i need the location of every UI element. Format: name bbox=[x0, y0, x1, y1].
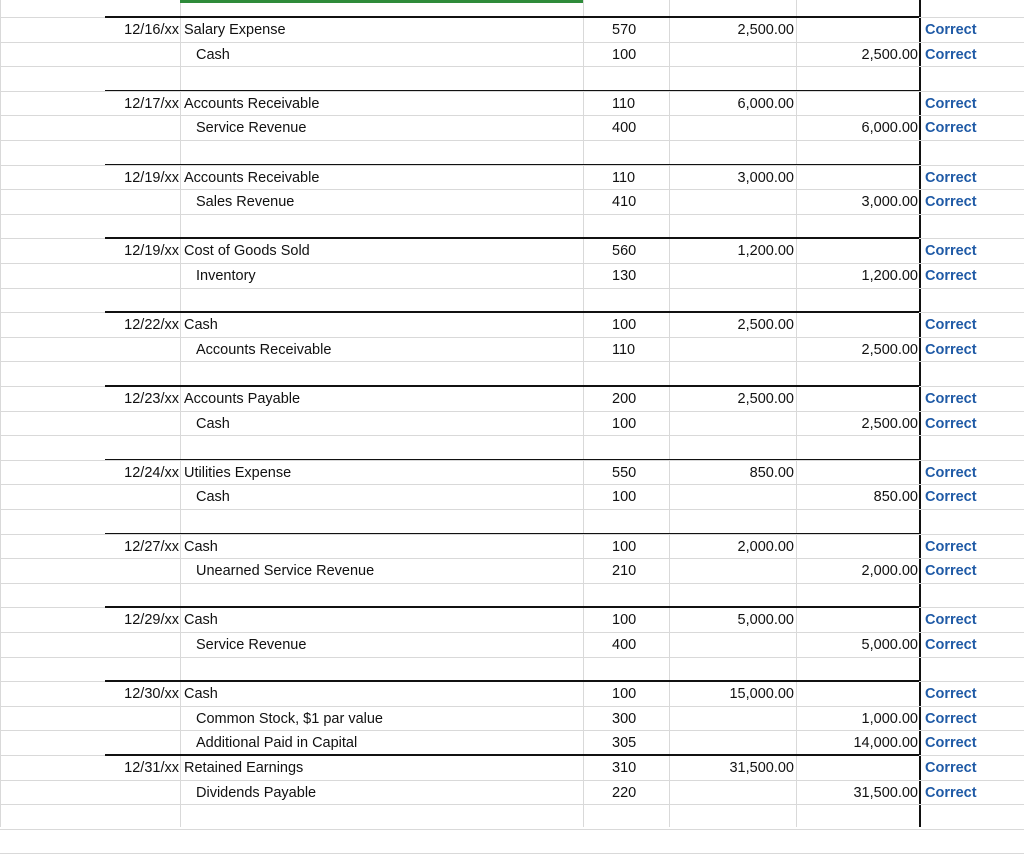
post-ref-cell[interactable]: 410 bbox=[612, 194, 637, 211]
column-divider bbox=[919, 0, 921, 827]
entry-date-cell[interactable]: 12/23/xx bbox=[124, 391, 179, 407]
credit-amount-cell[interactable]: 14,000.00 bbox=[853, 735, 918, 752]
row-gridline bbox=[0, 484, 1024, 485]
credit-account-cell[interactable]: Service Revenue bbox=[196, 637, 307, 653]
debit-amount-cell[interactable] bbox=[672, 732, 794, 754]
entry-date-cell[interactable]: 12/27/xx bbox=[124, 538, 179, 555]
status-feedback: Correct bbox=[925, 169, 977, 186]
row-gridline bbox=[0, 706, 1024, 707]
debit-amount-cell[interactable]: 850.00 bbox=[749, 464, 794, 481]
row-gridline bbox=[0, 189, 1024, 190]
debit-amount-cell[interactable]: 6,000.00 bbox=[737, 95, 794, 112]
column-gridline bbox=[583, 0, 584, 827]
status-feedback: Correct bbox=[925, 612, 977, 629]
debit-amount-cell[interactable] bbox=[672, 782, 794, 804]
debit-amount-cell[interactable] bbox=[672, 339, 794, 361]
row-gridline bbox=[0, 558, 1024, 559]
status-feedback: Correct bbox=[925, 760, 977, 776]
debit-account-cell[interactable]: Utilities Expense bbox=[184, 464, 292, 481]
debit-account-cell[interactable]: Cash bbox=[184, 538, 218, 555]
credit-amount-cell[interactable] bbox=[797, 757, 918, 779]
status-feedback: Correct bbox=[925, 120, 977, 137]
debit-amount-cell[interactable]: 31,500.00 bbox=[729, 760, 794, 776]
post-ref-cell[interactable]: 310 bbox=[612, 760, 637, 776]
credit-amount-cell[interactable]: 31,500.00 bbox=[853, 784, 918, 801]
post-ref-cell[interactable]: 100 bbox=[612, 538, 637, 555]
entry-date-cell[interactable]: 12/16/xx bbox=[124, 22, 179, 38]
entry-separator bbox=[105, 533, 919, 535]
post-ref-cell[interactable]: 220 bbox=[612, 784, 637, 801]
debit-amount-cell[interactable] bbox=[672, 708, 794, 730]
entry-separator bbox=[105, 680, 919, 682]
entry-date-cell[interactable]: 12/17/xx bbox=[124, 95, 179, 112]
status-feedback: Correct bbox=[925, 735, 977, 752]
credit-amount-cell[interactable] bbox=[797, 19, 918, 41]
post-ref-cell[interactable]: 400 bbox=[612, 637, 637, 653]
status-feedback: Correct bbox=[925, 686, 977, 703]
debit-account-cell[interactable]: Cash bbox=[184, 686, 218, 703]
entry-date-cell[interactable]: 12/30/xx bbox=[124, 686, 179, 703]
credit-account-cell[interactable]: Cash bbox=[196, 415, 230, 432]
row-gridline bbox=[0, 214, 1024, 215]
entry-separator bbox=[105, 164, 919, 166]
post-ref-cell[interactable]: 110 bbox=[612, 169, 636, 186]
column-gridline bbox=[0, 0, 1, 827]
debit-account-cell[interactable]: Accounts Receivable bbox=[184, 169, 320, 186]
credit-amount-cell[interactable] bbox=[797, 240, 918, 262]
debit-account-cell[interactable]: Salary Expense bbox=[184, 22, 286, 38]
row-gridline bbox=[0, 829, 1024, 830]
post-ref-cell[interactable]: 305 bbox=[612, 735, 637, 752]
credit-amount-cell[interactable] bbox=[797, 536, 918, 558]
row-gridline bbox=[0, 66, 1024, 67]
credit-amount-cell[interactable]: 1,200.00 bbox=[861, 268, 918, 284]
post-ref-cell[interactable]: 550 bbox=[612, 464, 637, 481]
debit-account-cell[interactable]: Accounts Payable bbox=[184, 391, 301, 407]
row-gridline bbox=[0, 632, 1024, 633]
post-ref-cell[interactable]: 100 bbox=[612, 415, 637, 432]
entry-date-cell[interactable]: 12/19/xx bbox=[124, 169, 179, 186]
credit-account-cell[interactable]: Dividends Payable bbox=[196, 784, 317, 801]
entry-separator bbox=[105, 237, 919, 239]
row-gridline bbox=[0, 263, 1024, 264]
post-ref-cell[interactable]: 400 bbox=[612, 120, 637, 137]
row-gridline bbox=[0, 509, 1024, 510]
entry-date-cell[interactable]: 12/29/xx bbox=[124, 612, 179, 629]
row-gridline bbox=[0, 657, 1024, 658]
debit-amount-cell[interactable] bbox=[672, 634, 794, 656]
column-gridline bbox=[180, 0, 181, 827]
credit-amount-cell[interactable] bbox=[797, 462, 918, 484]
credit-amount-cell[interactable] bbox=[797, 167, 918, 189]
status-feedback: Correct bbox=[925, 22, 977, 38]
entry-separator bbox=[105, 311, 919, 313]
post-ref-cell[interactable]: 100 bbox=[612, 46, 637, 63]
credit-amount-cell[interactable]: 1,000.00 bbox=[861, 710, 918, 727]
row-gridline bbox=[0, 115, 1024, 116]
post-ref-cell[interactable]: 100 bbox=[612, 317, 637, 334]
credit-amount-cell[interactable]: 5,000.00 bbox=[861, 637, 918, 653]
debit-amount-cell[interactable]: 15,000.00 bbox=[729, 686, 794, 703]
status-feedback: Correct bbox=[925, 194, 977, 211]
debit-amount-cell[interactable]: 2,500.00 bbox=[737, 317, 794, 334]
debit-account-cell[interactable]: Accounts Receivable bbox=[184, 95, 320, 112]
post-ref-cell[interactable]: 100 bbox=[612, 686, 637, 703]
debit-amount-cell[interactable] bbox=[672, 265, 794, 287]
debit-amount-cell[interactable] bbox=[672, 413, 794, 435]
entry-separator bbox=[105, 459, 919, 461]
status-feedback: Correct bbox=[925, 391, 977, 407]
post-ref-cell[interactable]: 570 bbox=[612, 22, 637, 38]
credit-account-cell[interactable]: Inventory bbox=[196, 268, 256, 284]
status-feedback: Correct bbox=[925, 489, 977, 506]
row-gridline bbox=[0, 780, 1024, 781]
post-ref-cell[interactable]: 100 bbox=[612, 612, 637, 629]
debit-amount-cell[interactable] bbox=[672, 117, 794, 139]
status-feedback: Correct bbox=[925, 46, 977, 63]
credit-account-cell[interactable]: Common Stock, $1 par value bbox=[196, 710, 383, 727]
post-ref-cell[interactable]: 110 bbox=[612, 95, 636, 112]
debit-amount-cell[interactable] bbox=[672, 560, 794, 582]
debit-account-cell[interactable]: Cash bbox=[184, 317, 218, 334]
status-feedback: Correct bbox=[925, 415, 977, 432]
row-gridline bbox=[0, 804, 1024, 805]
debit-amount-cell[interactable]: 3,000.00 bbox=[737, 169, 794, 186]
post-ref-cell[interactable]: 200 bbox=[612, 391, 637, 407]
debit-amount-cell[interactable]: 2,500.00 bbox=[737, 22, 794, 38]
debit-account-cell[interactable]: Cash bbox=[184, 612, 218, 629]
debit-amount-cell[interactable] bbox=[672, 191, 794, 213]
credit-account-cell[interactable]: Cash bbox=[196, 46, 230, 63]
debit-amount-cell[interactable]: 2,500.00 bbox=[737, 391, 794, 407]
row-gridline bbox=[0, 140, 1024, 141]
status-feedback: Correct bbox=[925, 784, 977, 801]
post-ref-cell[interactable]: 130 bbox=[612, 268, 637, 284]
debit-amount-cell[interactable]: 5,000.00 bbox=[737, 612, 794, 629]
selection-accent-bar bbox=[180, 0, 583, 3]
status-feedback: Correct bbox=[925, 341, 977, 358]
credit-account-cell[interactable]: Sales Revenue bbox=[196, 194, 295, 211]
debit-amount-cell[interactable]: 1,200.00 bbox=[737, 243, 794, 260]
debit-account-cell[interactable]: Cost of Goods Sold bbox=[184, 243, 310, 260]
row-gridline bbox=[0, 435, 1024, 436]
row-gridline bbox=[0, 361, 1024, 362]
entry-separator bbox=[105, 606, 919, 608]
entry-date-cell[interactable]: 12/22/xx bbox=[124, 317, 179, 334]
row-gridline bbox=[0, 411, 1024, 412]
credit-amount-cell[interactable]: 3,000.00 bbox=[861, 194, 918, 211]
entry-separator bbox=[105, 385, 919, 387]
credit-amount-cell[interactable]: 2,500.00 bbox=[861, 341, 918, 358]
debit-amount-cell[interactable] bbox=[672, 44, 794, 66]
row-gridline bbox=[0, 583, 1024, 584]
row-gridline bbox=[0, 337, 1024, 338]
status-feedback: Correct bbox=[925, 243, 977, 260]
credit-account-cell[interactable]: Accounts Receivable bbox=[196, 341, 332, 358]
entry-separator bbox=[105, 90, 919, 92]
credit-amount-cell[interactable] bbox=[797, 609, 918, 631]
credit-amount-cell[interactable]: 2,000.00 bbox=[861, 563, 918, 580]
credit-amount-cell[interactable]: 2,500.00 bbox=[861, 46, 918, 63]
post-ref-cell[interactable]: 210 bbox=[612, 563, 637, 580]
credit-amount-cell[interactable] bbox=[797, 314, 918, 336]
status-feedback: Correct bbox=[925, 538, 977, 555]
status-feedback: Correct bbox=[925, 95, 977, 112]
credit-amount-cell[interactable]: 850.00 bbox=[873, 489, 918, 506]
debit-account-cell[interactable]: Retained Earnings bbox=[184, 760, 304, 776]
debit-amount-cell[interactable] bbox=[672, 486, 794, 508]
credit-amount-cell[interactable] bbox=[797, 683, 918, 705]
credit-amount-cell[interactable] bbox=[797, 93, 918, 115]
credit-account-cell[interactable]: Service Revenue bbox=[196, 120, 307, 137]
status-feedback: Correct bbox=[925, 563, 977, 580]
post-ref-cell[interactable]: 100 bbox=[612, 489, 637, 506]
credit-amount-cell[interactable]: 6,000.00 bbox=[861, 120, 918, 137]
status-feedback: Correct bbox=[925, 710, 977, 727]
credit-amount-cell[interactable] bbox=[797, 388, 918, 410]
row-gridline bbox=[0, 730, 1024, 731]
credit-account-cell[interactable]: Unearned Service Revenue bbox=[196, 563, 375, 580]
debit-amount-cell[interactable]: 2,000.00 bbox=[737, 538, 794, 555]
row-gridline bbox=[0, 42, 1024, 43]
status-feedback: Correct bbox=[925, 637, 977, 653]
entry-separator bbox=[105, 16, 919, 18]
entry-date-cell[interactable]: 12/19/xx bbox=[124, 243, 179, 260]
credit-account-cell[interactable]: Additional Paid in Capital bbox=[196, 735, 358, 752]
post-ref-cell[interactable]: 110 bbox=[612, 341, 636, 358]
column-gridline bbox=[669, 0, 670, 827]
post-ref-cell[interactable]: 560 bbox=[612, 243, 637, 260]
entry-date-cell[interactable]: 12/24/xx bbox=[124, 464, 179, 481]
row-gridline bbox=[0, 288, 1024, 289]
status-feedback: Correct bbox=[925, 268, 977, 284]
credit-amount-cell[interactable]: 2,500.00 bbox=[861, 415, 918, 432]
credit-account-cell[interactable]: Cash bbox=[196, 489, 230, 506]
status-feedback: Correct bbox=[925, 317, 977, 334]
status-feedback: Correct bbox=[925, 464, 977, 481]
entry-date-cell[interactable]: 12/31/xx bbox=[124, 760, 179, 776]
post-ref-cell[interactable]: 300 bbox=[612, 710, 637, 727]
